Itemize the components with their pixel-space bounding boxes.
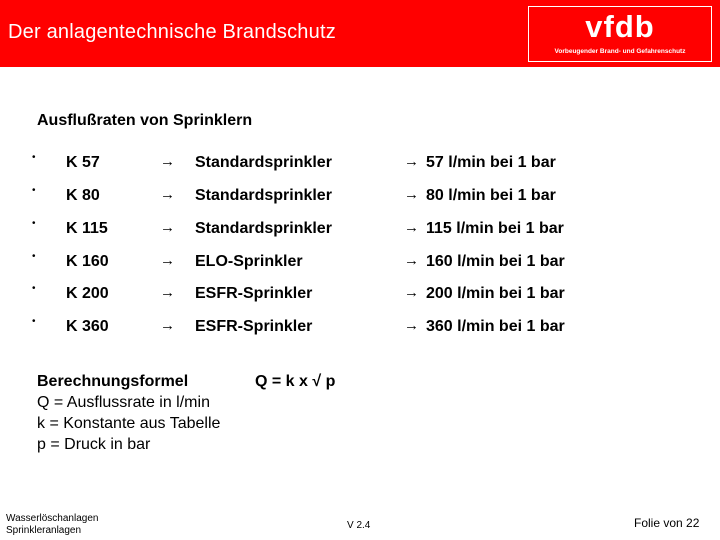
bullet-icon: • [32, 185, 36, 196]
sprinkler-type: Standardsprinkler [195, 220, 332, 237]
flow-rate: 200 l/min bei 1 bar [426, 285, 565, 302]
footer-page-number: Folie von 22 [634, 516, 700, 530]
formula-def-k: k = Konstante aus Tabelle [37, 415, 221, 432]
sprinkler-type: Standardsprinkler [195, 187, 332, 204]
list-item [0, 247, 720, 277]
header-bar [0, 0, 720, 67]
bullet-icon: • [32, 251, 36, 262]
footer-topic [6, 513, 98, 537]
k-factor: K 57 [66, 154, 100, 171]
k-factor: K 160 [66, 253, 109, 270]
sprinkler-type: ESFR-Sprinkler [195, 318, 313, 335]
right-arrow-icon: → [160, 252, 175, 269]
right-arrow-icon: → [404, 284, 419, 301]
formula-heading-line [37, 371, 336, 392]
footer-version: V 2.4 [347, 520, 371, 531]
right-arrow-icon: → [404, 317, 419, 334]
vfdb-logo [528, 6, 712, 62]
k-factor: K 200 [66, 285, 109, 302]
formula-def-q: Q = Ausflussrate in l/min [37, 394, 210, 411]
footer-topic-line2: Sprinkleranlagen [6, 525, 82, 536]
logo-tagline: Vorbeugender Brand- und Gefahrenschutz [554, 48, 686, 55]
flow-rate: 360 l/min bei 1 bar [426, 318, 565, 335]
right-arrow-icon: → [160, 219, 175, 236]
right-arrow-icon: → [404, 219, 419, 236]
section-heading: Ausflußraten von Sprinklern [37, 112, 253, 129]
k-factor: K 80 [66, 187, 100, 204]
right-arrow-icon: → [160, 317, 175, 334]
right-arrow-icon: → [160, 153, 175, 170]
logo-wordmark: vfdb [585, 9, 655, 44]
k-factor: K 115 [66, 220, 108, 237]
formula-title: Berechnungsformel [37, 373, 189, 390]
right-arrow-icon: → [404, 252, 419, 269]
right-arrow-icon: → [404, 186, 419, 203]
sprinkler-type: Standardsprinkler [195, 154, 332, 171]
flow-rate: 160 l/min bei 1 bar [426, 253, 565, 270]
footer-topic-line1: Wasserlöschanlagen [6, 513, 99, 524]
right-arrow-icon: → [404, 153, 419, 170]
list-item [0, 214, 720, 244]
list-item [0, 148, 720, 178]
bullet-icon: • [32, 316, 36, 327]
list-item [0, 181, 720, 211]
bullet-icon: • [32, 283, 36, 294]
list-item [0, 279, 720, 309]
right-arrow-icon: → [160, 186, 175, 203]
formula-def-p: p = Druck in bar [37, 436, 151, 453]
formula-equation: Q = k x √ p [255, 373, 336, 390]
flow-rate: 57 l/min bei 1 bar [426, 154, 556, 171]
sprinkler-type: ESFR-Sprinkler [195, 285, 313, 302]
bullet-icon: • [32, 152, 36, 163]
list-item [0, 312, 720, 342]
right-arrow-icon: → [160, 284, 175, 301]
formula-block [37, 371, 336, 455]
flow-rate: 115 l/min bei 1 bar [426, 220, 564, 237]
slide-title: Der anlagentechnische Brandschutz [8, 21, 336, 43]
bullet-icon: • [32, 218, 36, 229]
flow-rate: 80 l/min bei 1 bar [426, 187, 556, 204]
k-factor: K 360 [66, 318, 109, 335]
sprinkler-type: ELO-Sprinkler [195, 253, 303, 270]
